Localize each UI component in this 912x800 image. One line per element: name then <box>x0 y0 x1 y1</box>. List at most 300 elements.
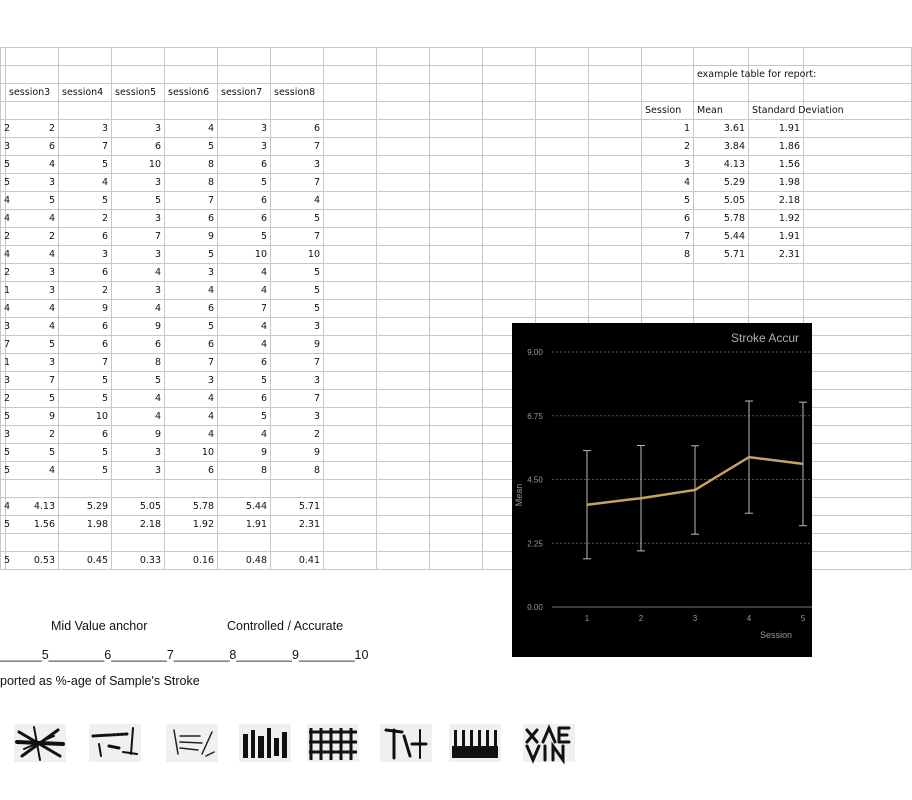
cell-edge[interactable]: 4 <box>1 210 6 228</box>
empty-cell[interactable] <box>324 516 377 534</box>
empty-cell[interactable] <box>377 138 430 156</box>
cell-edge[interactable]: 4 <box>1 246 6 264</box>
empty-cell[interactable] <box>112 48 165 66</box>
empty-cell[interactable] <box>59 48 112 66</box>
empty-cell[interactable] <box>324 318 377 336</box>
empty-cell[interactable] <box>377 300 430 318</box>
empty-cell[interactable] <box>377 246 430 264</box>
empty-cell[interactable] <box>430 210 483 228</box>
empty-cell[interactable] <box>483 264 536 282</box>
cell-value[interactable]: 3 <box>112 210 165 228</box>
sd-value[interactable]: 1.92 <box>165 516 218 534</box>
empty-cell[interactable] <box>377 372 430 390</box>
report-cell[interactable]: 4.13 <box>694 156 749 174</box>
sd-value[interactable]: 1.98 <box>59 516 112 534</box>
cell-edge[interactable]: 1 <box>1 354 6 372</box>
cell-value[interactable]: 8 <box>165 156 218 174</box>
cell-value[interactable]: 3 <box>165 372 218 390</box>
empty-cell[interactable] <box>377 84 430 102</box>
report-cell[interactable]: 2.18 <box>749 192 804 210</box>
mean-value[interactable]: 5.78 <box>165 498 218 516</box>
cell-value[interactable]: 2 <box>6 426 59 444</box>
mean-value[interactable]: 5.44 <box>218 498 271 516</box>
empty-cell[interactable] <box>377 264 430 282</box>
cell-value[interactable]: 7 <box>271 174 324 192</box>
empty-cell[interactable] <box>430 282 483 300</box>
empty-cell[interactable] <box>430 48 483 66</box>
cell-value[interactable]: 7 <box>59 138 112 156</box>
empty-cell[interactable] <box>804 300 912 318</box>
cell-value[interactable]: 9 <box>59 300 112 318</box>
cell-value[interactable]: 3 <box>59 246 112 264</box>
column-header-session6[interactable]: session6 <box>165 84 218 102</box>
cell-value[interactable]: 8 <box>271 462 324 480</box>
cell-value[interactable]: 7 <box>271 390 324 408</box>
report-header-0[interactable]: Session <box>642 102 694 120</box>
cell-value[interactable]: 5 <box>271 210 324 228</box>
report-header-1[interactable]: Mean <box>694 102 749 120</box>
cell-value[interactable]: 5 <box>165 246 218 264</box>
cell-value[interactable]: 3 <box>6 174 59 192</box>
cell-value[interactable]: 5 <box>112 192 165 210</box>
report-cell[interactable]: 1 <box>642 120 694 138</box>
cell-value[interactable]: 7 <box>271 228 324 246</box>
empty-cell[interactable] <box>804 138 912 156</box>
empty-cell[interactable] <box>6 534 59 552</box>
cell-value[interactable]: 6 <box>165 462 218 480</box>
empty-cell[interactable] <box>536 84 589 102</box>
cell-value[interactable]: 6 <box>59 228 112 246</box>
empty-cell[interactable] <box>749 264 804 282</box>
cell-value[interactable]: 7 <box>59 354 112 372</box>
empty-cell[interactable] <box>483 84 536 102</box>
cell-value[interactable]: 6 <box>218 210 271 228</box>
cell-value[interactable]: 9 <box>271 336 324 354</box>
empty-cell[interactable] <box>642 66 694 84</box>
report-cell[interactable]: 1.92 <box>749 210 804 228</box>
empty-cell[interactable] <box>642 300 694 318</box>
cell-value[interactable]: 3 <box>112 174 165 192</box>
cell-edge[interactable]: 2 <box>1 390 6 408</box>
empty-cell[interactable] <box>430 516 483 534</box>
empty-cell[interactable] <box>324 192 377 210</box>
cell-edge[interactable]: 3 <box>1 138 6 156</box>
empty-cell[interactable] <box>804 552 912 570</box>
cell-edge[interactable]: 4 <box>1 300 6 318</box>
empty-cell[interactable] <box>642 282 694 300</box>
cell-value[interactable]: 5 <box>59 390 112 408</box>
cell-value[interactable]: 5 <box>59 156 112 174</box>
column-header-session4[interactable]: session4 <box>59 84 112 102</box>
cell-value[interactable]: 4 <box>218 264 271 282</box>
cell-edge[interactable]: 2 <box>1 228 6 246</box>
mean-value[interactable]: 5.71 <box>271 498 324 516</box>
mean-value[interactable]: 5.29 <box>59 498 112 516</box>
empty-cell[interactable] <box>589 228 642 246</box>
mean-edge[interactable]: 4 <box>1 498 6 516</box>
empty-cell[interactable] <box>694 264 749 282</box>
sd-value[interactable]: 2.31 <box>271 516 324 534</box>
report-header-2[interactable]: Standard Deviation <box>749 102 804 120</box>
mean-value[interactable]: 4.13 <box>6 498 59 516</box>
cell-value[interactable]: 4 <box>218 318 271 336</box>
empty-cell[interactable] <box>324 390 377 408</box>
empty-cell[interactable] <box>324 120 377 138</box>
mean-value[interactable]: 5.05 <box>112 498 165 516</box>
empty-cell[interactable] <box>589 264 642 282</box>
empty-cell[interactable] <box>165 480 218 498</box>
empty-cell[interactable] <box>589 84 642 102</box>
empty-cell[interactable] <box>377 444 430 462</box>
empty-cell[interactable] <box>377 462 430 480</box>
empty-cell[interactable] <box>804 174 912 192</box>
extra-edge[interactable]: 5 <box>1 552 6 570</box>
empty-cell[interactable] <box>589 300 642 318</box>
empty-cell[interactable] <box>112 534 165 552</box>
empty-cell[interactable] <box>749 48 804 66</box>
cell-edge[interactable]: 4 <box>1 192 6 210</box>
cell-value[interactable]: 4 <box>6 156 59 174</box>
empty-cell[interactable] <box>377 480 430 498</box>
empty-cell[interactable] <box>804 192 912 210</box>
empty-cell[interactable] <box>377 408 430 426</box>
empty-cell[interactable] <box>324 552 377 570</box>
empty-cell[interactable] <box>324 66 377 84</box>
empty-cell[interactable] <box>324 156 377 174</box>
empty-cell[interactable] <box>271 102 324 120</box>
cell-value[interactable]: 8 <box>218 462 271 480</box>
empty-cell[interactable] <box>536 120 589 138</box>
empty-cell[interactable] <box>430 156 483 174</box>
column-header-session5[interactable]: session5 <box>112 84 165 102</box>
empty-cell[interactable] <box>377 552 430 570</box>
report-cell[interactable]: 5.78 <box>694 210 749 228</box>
empty-cell[interactable] <box>536 264 589 282</box>
report-cell[interactable]: 5.05 <box>694 192 749 210</box>
empty-cell[interactable] <box>324 102 377 120</box>
empty-cell[interactable] <box>324 408 377 426</box>
empty-cell[interactable] <box>536 48 589 66</box>
empty-cell[interactable] <box>6 48 59 66</box>
empty-cell[interactable] <box>430 102 483 120</box>
column-header-session3[interactable]: session3 <box>6 84 59 102</box>
empty-cell[interactable] <box>642 84 694 102</box>
report-cell[interactable]: 6 <box>642 210 694 228</box>
empty-cell[interactable] <box>377 48 430 66</box>
empty-cell[interactable] <box>218 480 271 498</box>
cell-edge[interactable]: 5 <box>1 156 6 174</box>
cell-value[interactable]: 5 <box>271 300 324 318</box>
empty-cell[interactable] <box>430 480 483 498</box>
cell-edge[interactable]: 5 <box>1 174 6 192</box>
empty-cell[interactable] <box>804 426 912 444</box>
cell-value[interactable]: 4 <box>112 408 165 426</box>
empty-cell[interactable] <box>536 102 589 120</box>
empty-cell[interactable] <box>483 174 536 192</box>
column-header-session7[interactable]: session7 <box>218 84 271 102</box>
cell-edge[interactable]: 7 <box>1 336 6 354</box>
report-cell[interactable]: 3.84 <box>694 138 749 156</box>
empty-cell[interactable] <box>430 192 483 210</box>
empty-cell[interactable] <box>377 534 430 552</box>
empty-cell[interactable] <box>377 210 430 228</box>
cell-value[interactable]: 5 <box>59 192 112 210</box>
empty-cell[interactable] <box>430 372 483 390</box>
cell-value[interactable]: 4 <box>6 246 59 264</box>
cell-value[interactable]: 7 <box>165 192 218 210</box>
empty-cell[interactable] <box>165 66 218 84</box>
empty-cell[interactable] <box>430 66 483 84</box>
empty-cell[interactable] <box>589 48 642 66</box>
cell-value[interactable]: 9 <box>271 444 324 462</box>
cell-value[interactable]: 4 <box>165 426 218 444</box>
cell-value[interactable]: 5 <box>59 444 112 462</box>
empty-cell[interactable] <box>430 228 483 246</box>
empty-cell[interactable] <box>483 246 536 264</box>
empty-cell[interactable] <box>324 48 377 66</box>
extra-value[interactable]: 0.16 <box>165 552 218 570</box>
cell-value[interactable]: 4 <box>6 210 59 228</box>
cell-value[interactable]: 4 <box>271 192 324 210</box>
cell-value[interactable]: 4 <box>165 390 218 408</box>
cell-edge[interactable]: 3 <box>1 318 6 336</box>
cell-value[interactable]: 6 <box>59 318 112 336</box>
cell-value[interactable]: 6 <box>218 354 271 372</box>
cell-value[interactable]: 6 <box>59 264 112 282</box>
empty-cell[interactable] <box>377 174 430 192</box>
cell-value[interactable]: 4 <box>165 282 218 300</box>
empty-cell[interactable] <box>536 282 589 300</box>
empty-cell[interactable] <box>483 102 536 120</box>
empty-cell[interactable] <box>112 102 165 120</box>
empty-cell[interactable] <box>536 138 589 156</box>
empty-cell[interactable] <box>324 210 377 228</box>
extra-value[interactable]: 0.45 <box>59 552 112 570</box>
empty-cell[interactable] <box>324 444 377 462</box>
cell-value[interactable]: 6 <box>59 426 112 444</box>
empty-cell[interactable] <box>804 534 912 552</box>
empty-cell[interactable] <box>642 264 694 282</box>
empty-cell[interactable] <box>218 102 271 120</box>
empty-cell[interactable] <box>483 300 536 318</box>
cell-value[interactable]: 10 <box>165 444 218 462</box>
empty-cell[interactable] <box>324 84 377 102</box>
cell-value[interactable]: 5 <box>218 228 271 246</box>
empty-cell[interactable] <box>804 372 912 390</box>
cell-value[interactable]: 5 <box>218 408 271 426</box>
empty-cell[interactable] <box>377 318 430 336</box>
empty-cell[interactable] <box>589 156 642 174</box>
cell-value[interactable]: 3 <box>6 282 59 300</box>
empty-cell[interactable] <box>483 228 536 246</box>
cell-value[interactable]: 4 <box>218 426 271 444</box>
cell-value[interactable]: 4 <box>6 318 59 336</box>
cell-value[interactable]: 4 <box>112 390 165 408</box>
empty-cell[interactable] <box>749 84 804 102</box>
extra-value[interactable]: 0.41 <box>271 552 324 570</box>
report-cell[interactable]: 5.29 <box>694 174 749 192</box>
cell-value[interactable]: 4 <box>165 408 218 426</box>
report-cell[interactable]: 1.98 <box>749 174 804 192</box>
cell-value[interactable]: 3 <box>6 354 59 372</box>
empty-cell[interactable] <box>589 192 642 210</box>
empty-cell[interactable] <box>483 48 536 66</box>
empty-cell[interactable] <box>694 282 749 300</box>
cell-value[interactable]: 6 <box>165 210 218 228</box>
cell-value[interactable]: 10 <box>218 246 271 264</box>
empty-cell[interactable] <box>536 246 589 264</box>
empty-cell[interactable] <box>804 318 912 336</box>
cell-value[interactable]: 3 <box>271 372 324 390</box>
cell-value[interactable]: 2 <box>59 210 112 228</box>
report-cell[interactable]: 8 <box>642 246 694 264</box>
empty-cell[interactable] <box>377 192 430 210</box>
empty-cell[interactable] <box>377 354 430 372</box>
empty-cell[interactable] <box>271 48 324 66</box>
empty-cell[interactable] <box>589 120 642 138</box>
empty-cell[interactable] <box>324 282 377 300</box>
empty-cell[interactable] <box>536 156 589 174</box>
report-cell[interactable]: 5 <box>642 192 694 210</box>
column-header-session8[interactable]: session8 <box>271 84 324 102</box>
sd-value[interactable]: 1.91 <box>218 516 271 534</box>
cell-value[interactable]: 5 <box>59 462 112 480</box>
report-cell[interactable]: 7 <box>642 228 694 246</box>
cell-value[interactable]: 3 <box>112 444 165 462</box>
empty-cell[interactable] <box>324 480 377 498</box>
cell-value[interactable]: 6 <box>218 192 271 210</box>
empty-cell[interactable] <box>271 480 324 498</box>
empty-cell[interactable] <box>694 48 749 66</box>
empty-cell[interactable] <box>324 246 377 264</box>
cell-value[interactable]: 3 <box>6 264 59 282</box>
empty-cell[interactable] <box>377 102 430 120</box>
cell-value[interactable]: 4 <box>6 300 59 318</box>
cell-value[interactable]: 4 <box>6 462 59 480</box>
empty-cell[interactable] <box>377 120 430 138</box>
cell-edge[interactable]: 3 <box>1 426 6 444</box>
cell-value[interactable]: 6 <box>218 156 271 174</box>
empty-cell[interactable] <box>804 444 912 462</box>
report-cell[interactable]: 1.91 <box>749 228 804 246</box>
cell-value[interactable]: 4 <box>165 120 218 138</box>
empty-cell[interactable] <box>377 66 430 84</box>
empty-cell[interactable] <box>483 192 536 210</box>
cell-edge[interactable]: 2 <box>1 264 6 282</box>
report-cell[interactable]: 5.44 <box>694 228 749 246</box>
empty-cell[interactable] <box>430 444 483 462</box>
empty-cell[interactable] <box>483 138 536 156</box>
empty-cell[interactable] <box>430 246 483 264</box>
empty-cell[interactable] <box>804 498 912 516</box>
cell-value[interactable]: 9 <box>218 444 271 462</box>
cell-value[interactable]: 3 <box>112 462 165 480</box>
empty-cell[interactable] <box>6 102 59 120</box>
cell-value[interactable]: 5 <box>6 444 59 462</box>
empty-cell[interactable] <box>430 426 483 444</box>
empty-cell[interactable] <box>430 408 483 426</box>
empty-cell[interactable] <box>59 66 112 84</box>
empty-cell[interactable] <box>324 426 377 444</box>
empty-cell[interactable] <box>589 246 642 264</box>
extra-value[interactable]: 0.53 <box>6 552 59 570</box>
empty-cell[interactable] <box>804 282 912 300</box>
cell-value[interactable]: 4 <box>218 282 271 300</box>
empty-cell[interactable] <box>536 228 589 246</box>
empty-cell[interactable] <box>430 498 483 516</box>
cell-value[interactable]: 3 <box>112 282 165 300</box>
cell-value[interactable]: 9 <box>112 426 165 444</box>
report-cell[interactable]: 4 <box>642 174 694 192</box>
empty-cell[interactable] <box>536 210 589 228</box>
empty-cell[interactable] <box>324 264 377 282</box>
empty-cell[interactable] <box>430 138 483 156</box>
empty-cell[interactable] <box>804 516 912 534</box>
empty-cell[interactable] <box>483 156 536 174</box>
sd-value[interactable]: 1.56 <box>6 516 59 534</box>
cell-value[interactable]: 3 <box>59 120 112 138</box>
empty-cell[interactable] <box>804 66 912 84</box>
empty-cell[interactable] <box>430 300 483 318</box>
empty-cell[interactable] <box>324 174 377 192</box>
empty-cell[interactable] <box>324 228 377 246</box>
cell-value[interactable]: 7 <box>165 354 218 372</box>
cell-value[interactable]: 5 <box>218 174 271 192</box>
cell-value[interactable]: 3 <box>271 318 324 336</box>
cell-value[interactable]: 2 <box>6 120 59 138</box>
cell-value[interactable]: 3 <box>271 408 324 426</box>
empty-cell[interactable] <box>430 84 483 102</box>
empty-cell[interactable] <box>324 336 377 354</box>
cell-value[interactable]: 6 <box>6 138 59 156</box>
empty-cell[interactable] <box>377 516 430 534</box>
cell-value[interactable]: 2 <box>59 282 112 300</box>
report-cell[interactable]: 2.31 <box>749 246 804 264</box>
empty-cell[interactable] <box>165 534 218 552</box>
empty-cell[interactable] <box>483 210 536 228</box>
empty-cell[interactable] <box>804 48 912 66</box>
cell-value[interactable]: 4 <box>218 336 271 354</box>
cell-edge[interactable]: 2 <box>1 120 6 138</box>
cell-value[interactable]: 5 <box>165 318 218 336</box>
empty-cell[interactable] <box>804 210 912 228</box>
empty-cell[interactable] <box>324 462 377 480</box>
cell-value[interactable]: 2 <box>271 426 324 444</box>
empty-cell[interactable] <box>804 246 912 264</box>
empty-cell[interactable] <box>59 102 112 120</box>
report-cell[interactable]: 1.91 <box>749 120 804 138</box>
empty-cell[interactable] <box>536 66 589 84</box>
empty-cell[interactable] <box>324 372 377 390</box>
empty-cell[interactable] <box>430 354 483 372</box>
extra-value[interactable]: 0.48 <box>218 552 271 570</box>
empty-cell[interactable] <box>430 120 483 138</box>
cell-value[interactable]: 6 <box>218 390 271 408</box>
report-cell[interactable]: 1.86 <box>749 138 804 156</box>
empty-cell[interactable] <box>6 480 59 498</box>
empty-cell[interactable] <box>377 228 430 246</box>
empty-cell[interactable] <box>483 282 536 300</box>
sd-edge[interactable]: 5 <box>1 516 6 534</box>
report-cell[interactable]: 3 <box>642 156 694 174</box>
empty-cell[interactable] <box>377 390 430 408</box>
empty-cell[interactable] <box>6 66 59 84</box>
cell-value[interactable]: 7 <box>6 372 59 390</box>
empty-cell[interactable] <box>59 534 112 552</box>
cell-value[interactable]: 5 <box>271 282 324 300</box>
empty-cell[interactable] <box>536 174 589 192</box>
empty-cell[interactable] <box>430 318 483 336</box>
